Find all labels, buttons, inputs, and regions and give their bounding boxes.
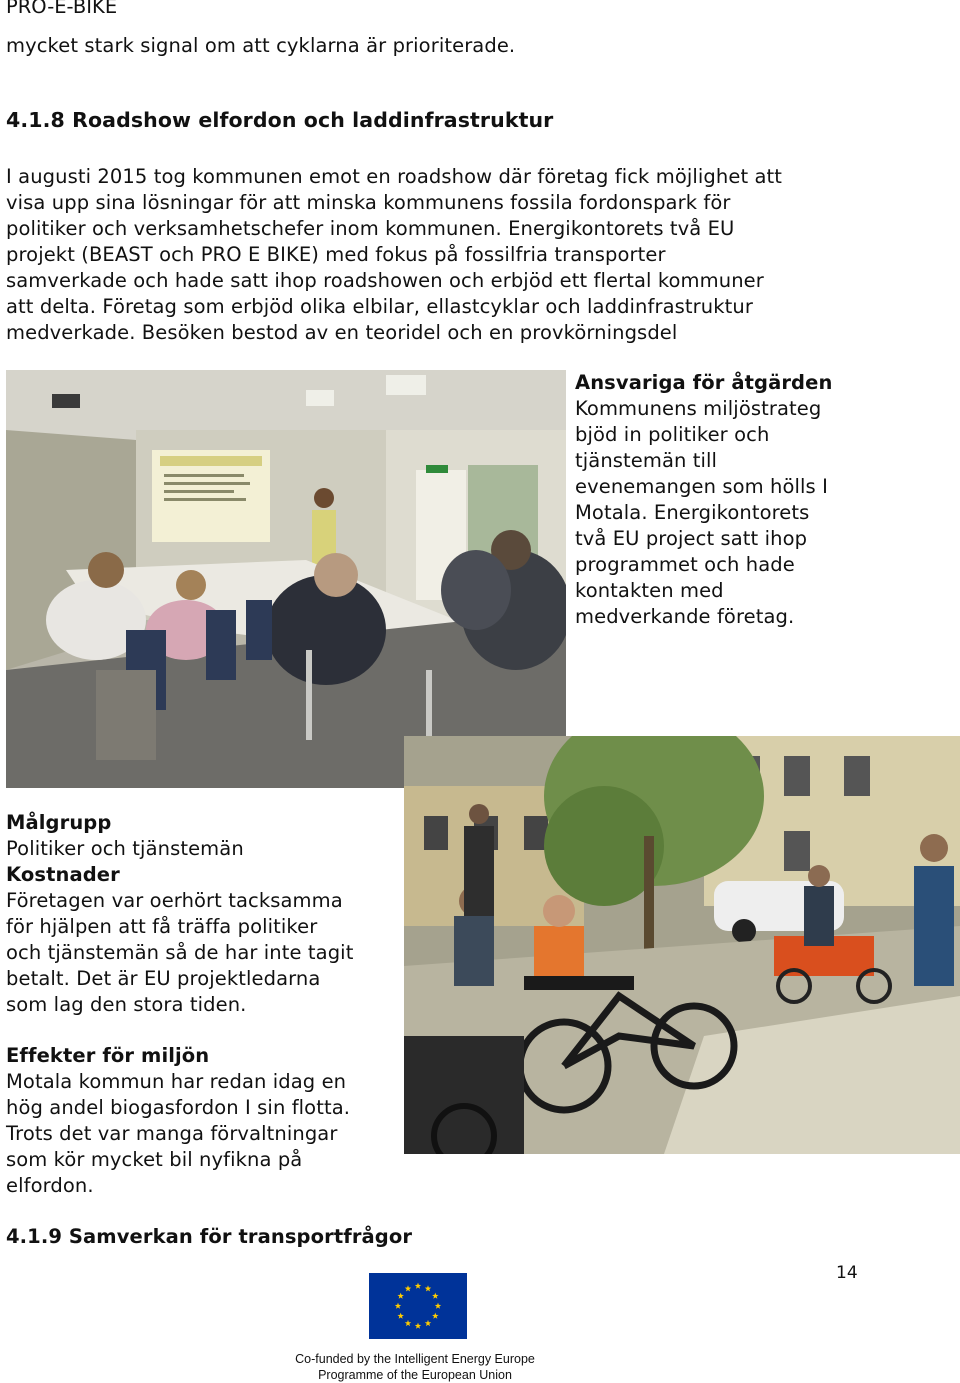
costs-heading: Kostnader bbox=[6, 863, 120, 886]
responsible-line: evenemangen som hölls I bbox=[575, 475, 828, 498]
outdoor-bike-demo-photo bbox=[404, 736, 960, 1154]
effects-block bbox=[6, 1043, 398, 1199]
section-418-paragraph bbox=[6, 164, 956, 346]
effects-line: hög andel biogasfordon I sin flotta. bbox=[6, 1096, 351, 1119]
responsible-heading: Ansvariga för åtgärden bbox=[575, 371, 833, 394]
costs-line: och tjänstemän så de har inte tagit bbox=[6, 941, 354, 964]
responsible-line: kontakten med bbox=[575, 579, 724, 602]
effects-line: elfordon. bbox=[6, 1174, 94, 1197]
responsible-line: tjänstemän till bbox=[575, 449, 718, 472]
costs-line: betalt. Det är EU projektledarna bbox=[6, 967, 321, 990]
responsible-line: programmet och hade bbox=[575, 553, 795, 576]
effects-line: som kör mycket bil nyfikna på bbox=[6, 1148, 303, 1171]
section-heading-419: 4.1.9 Samverkan för transportfrågor bbox=[6, 1225, 413, 1248]
page-number: 14 bbox=[836, 1263, 858, 1283]
costs-line: Företagen var oerhört tacksamma bbox=[6, 889, 343, 912]
target-costs-block bbox=[6, 810, 398, 1018]
responsible-line: medverkande företag. bbox=[575, 605, 795, 628]
cofunded-line-1: Co-funded by the Intelligent Energy Europe bbox=[295, 1352, 535, 1366]
paragraph-line: I augusti 2015 tog kommunen emot en roadshow där företag fick möjlighet att bbox=[6, 165, 783, 188]
responsible-line: bjöd in politiker och bbox=[575, 423, 770, 446]
paragraph-line: medverkade. Besöken bestod av en teoridel och en provkörningsdel bbox=[6, 321, 678, 344]
costs-line: för hjälpen att få träffa politiker bbox=[6, 915, 318, 938]
paragraph-line: samverkade och hade satt ihop roadshowen och erbjöd ett flertal kommuner bbox=[6, 269, 764, 292]
effects-heading: Effekter för miljön bbox=[6, 1044, 210, 1067]
target-group-heading: Målgrupp bbox=[6, 811, 112, 834]
paragraph-line: politiker och verksamhetschefer inom kommunen. Energikontorets två EU bbox=[6, 217, 735, 240]
costs-line: som lag den stora tiden. bbox=[6, 993, 247, 1016]
document-title: PRO-E-BIKE bbox=[6, 0, 118, 18]
effects-line: Trots det var manga förvaltningar bbox=[6, 1122, 338, 1145]
responsible-line: Motala. Energikontorets bbox=[575, 501, 810, 524]
eu-flag-logo bbox=[369, 1273, 467, 1339]
paragraph-line: visa upp sina lösningar för att minska kommunens fossila fordonspark för bbox=[6, 191, 731, 214]
paragraph-line: projekt (BEAST och PRO E BIKE) med fokus på fossilfria transporter bbox=[6, 243, 666, 266]
cofunded-line-2: Programme of the European Union bbox=[318, 1368, 512, 1382]
responsible-line: två EU project satt ihop bbox=[575, 527, 808, 550]
intro-line: mycket stark signal om att cyklarna är prioriterade. bbox=[6, 34, 516, 57]
responsible-block bbox=[575, 370, 955, 630]
effects-line: Motala kommun har redan idag en bbox=[6, 1070, 347, 1093]
section-heading-418: 4.1.8 Roadshow elfordon och laddinfrastruktur bbox=[6, 108, 554, 132]
roadshow-meeting-photo bbox=[6, 370, 566, 788]
responsible-line: Kommunens miljöstrateg bbox=[575, 397, 822, 420]
target-group-text: Politiker och tjänstemän bbox=[6, 837, 244, 860]
paragraph-line: att delta. Företag som erbjöd olika elbilar, ellastcyklar och laddinfrastruktur bbox=[6, 295, 753, 318]
